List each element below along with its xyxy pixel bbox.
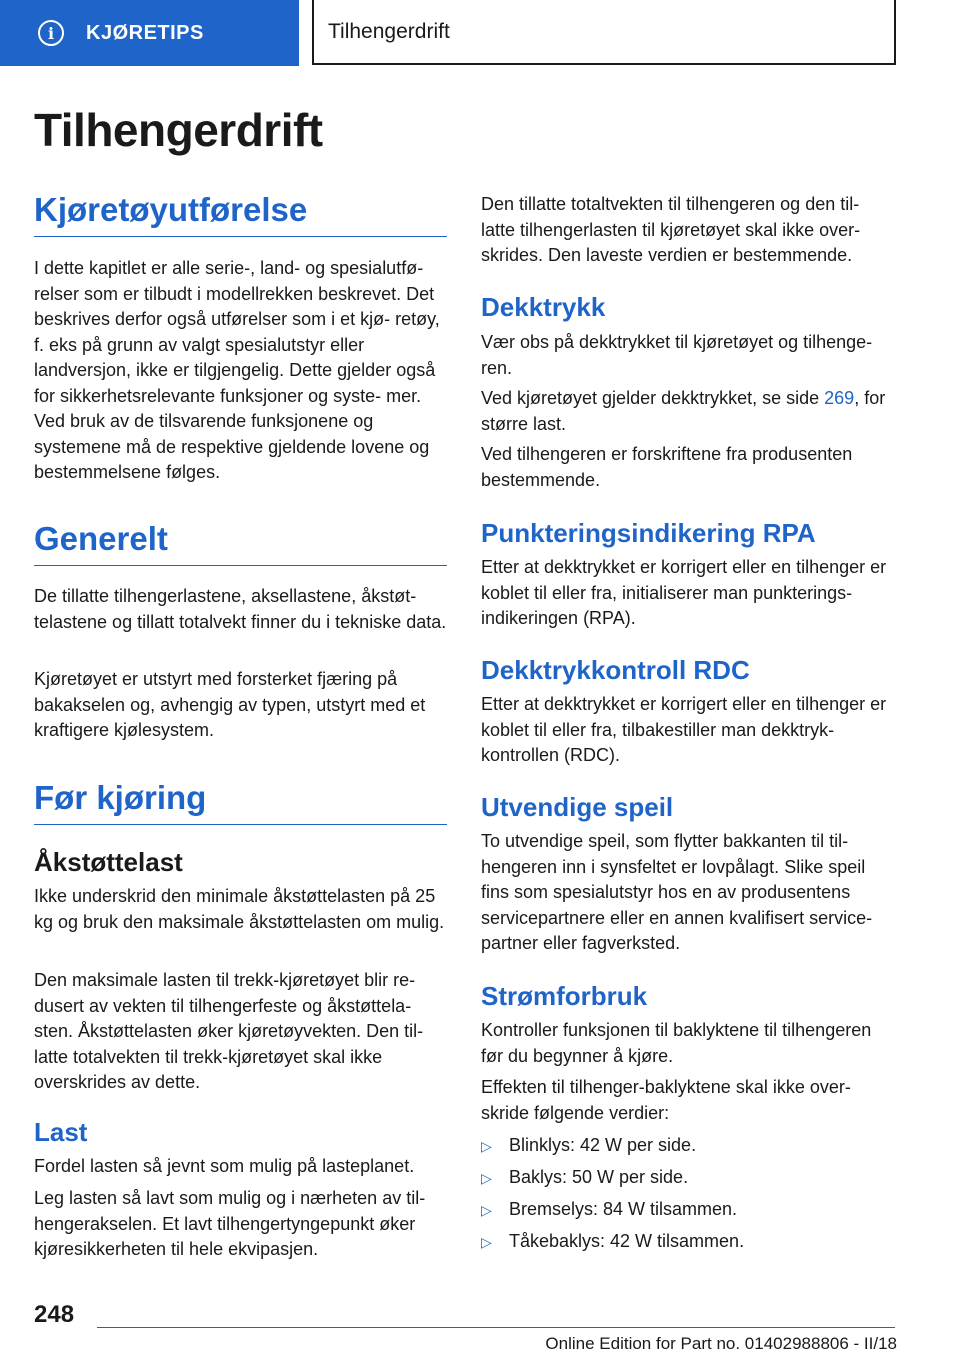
info-icon: i bbox=[38, 20, 64, 46]
list-item bbox=[481, 1165, 688, 1191]
bullet-triangle-icon: ▷ bbox=[481, 1234, 492, 1250]
dekktrykk-text-after: , for større last. bbox=[481, 388, 886, 434]
dekktrykk-text-before: Ved kjøretøyet gjelder dekktrykket, se side bbox=[481, 388, 825, 408]
heading-generelt: Generelt bbox=[34, 521, 447, 566]
paragraph-intro: Den tillatte totaltvekten til tilhengeren og den til‐ latte tilhengerlasten til kjøretøyet skal ikke over‐ skrides. Den laveste verdien er bestemmende. bbox=[481, 194, 861, 265]
section-tab[interactable] bbox=[0, 0, 299, 66]
paragraph-dekktrykk-3: Ved tilhengeren er forskriftene fra produsenten bestemmende. bbox=[481, 444, 853, 490]
paragraph-generelt-1: De tillatte tilhengerlastene, aksellastene, åkstøt‐ telastene og tillatt totalvekt finner du i tekniske data. bbox=[34, 586, 447, 632]
heading-dekktrykk: Dekktrykk bbox=[481, 292, 606, 322]
page-title: Tilhengerdrift bbox=[34, 104, 323, 156]
heading-akstottelast: Åkstøttelast bbox=[34, 847, 183, 877]
bullet-triangle-icon: ▷ bbox=[481, 1170, 492, 1186]
paragraph-strom-2: Effekten til tilhenger-baklyktene skal ikke over‐ skride følgende verdier: bbox=[481, 1077, 851, 1123]
paragraph-akstottelast-1: Ikke underskrid den minimale åkstøttelasten på 25 kg og bruk den maksimale åkstøttelasten om mulig. bbox=[34, 886, 445, 932]
paragraph-kjoretoy: I dette kapitlet er alle serie-, land- og spesialutfø‐ relser som er tilbudt i modellrekken beskrevet. Det beskrives derfor også utførelser som i et kjø‐ retøy, f. eks på grunn av valgt spesialutstyr eller landversjon, ikke er tilgjengelig. Dette gjelder også for sikkerhetsrelevante funksjoner og syste‐ mer. Ved bruk av de tilsvarende funksjonene og systemene må de respektive gjeldende lovene og bestemmelsene følges. bbox=[34, 258, 440, 482]
heading-stromforbruk: Strømforbruk bbox=[481, 981, 648, 1011]
footer-divider bbox=[97, 1327, 895, 1328]
paragraph-last-2: Leg lasten så lavt som mulig og i nærheten av til‐ hengerakselen. Et lavt tilhengertyngepunkt øker kjøresikkerheten til hele ekvipasjen. bbox=[34, 1188, 426, 1259]
paragraph-last-1: Fordel lasten så jevnt som mulig på lasteplanet. bbox=[34, 1156, 415, 1176]
paragraph-akstottelast-2: Den maksimale lasten til trekk-kjøretøyet blir re‐ dusert av vekten til tilhengerfeste og åkstøttela‐ sten. Åkstøttelasten øker kjøretøyvekten. Den til‐ latte totalvekten til trekk-kjøretøyet skal ikke overskrides av dette. bbox=[34, 970, 424, 1092]
heading-kjoretoyutforelse: Kjøretøyutførelse bbox=[34, 192, 447, 237]
page-link-269[interactable]: 269 bbox=[824, 388, 855, 408]
chapter-tab-label: Tilhengerdrift bbox=[328, 19, 450, 43]
paragraph-strom-1: Kontroller funksjonen til baklyktene til tilhengeren før du begynner å kjøre. bbox=[481, 1020, 872, 1066]
heading-for-kjoring: Før kjøring bbox=[34, 780, 447, 825]
heading-rdc: Dekktrykkontroll RDC bbox=[481, 655, 750, 685]
footer-edition: Online Edition for Part no. 01402988806 - II/18 bbox=[545, 1334, 897, 1353]
list-item bbox=[481, 1229, 744, 1255]
paragraph-rpa: Etter at dekktrykket er korrigert eller en tilhenger er koblet til eller fra, initialiserer man punkterings‐ indikeringen (RPA). bbox=[481, 557, 887, 628]
heading-last: Last bbox=[34, 1117, 88, 1147]
heading-utvendige-speil: Utvendige speil bbox=[481, 792, 674, 822]
heading-rpa: Punkteringsindikering RPA bbox=[481, 518, 816, 548]
page-number: 248 bbox=[34, 1301, 75, 1328]
list-item-text: Bremselys: 84 W tilsammen. bbox=[509, 1199, 738, 1219]
list-item bbox=[481, 1197, 737, 1223]
list-item bbox=[481, 1133, 696, 1159]
bullet-triangle-icon: ▷ bbox=[481, 1202, 492, 1218]
paragraph-dekktrykk-2 bbox=[481, 386, 897, 437]
paragraph-generelt-2: Kjøretøyet er utstyrt med forsterket fjæring på bakakselen og, avhengig av typen, utstyrt med et kraftigere kjølesystem. bbox=[34, 669, 426, 740]
paragraph-speil: To utvendige speil, som flytter bakkanten til til‐ hengeren inn i synsfeltet er lovpålagt. Slike speil fins som spesialutstyr hos en av produsentens servicepartnere eller en annen kvalifisert service‐ partner eller fagverksted. bbox=[481, 831, 873, 953]
list-item-text: Tåkebaklys: 42 W tilsammen. bbox=[509, 1231, 745, 1251]
bullet-triangle-icon: ▷ bbox=[481, 1138, 492, 1154]
list-item-text: Baklys: 50 W per side. bbox=[509, 1167, 689, 1187]
paragraph-dekktrykk-1: Vær obs på dekktrykket til kjøretøyet og tilhenge‐ ren. bbox=[481, 332, 873, 378]
chapter-tab[interactable] bbox=[312, 0, 896, 65]
paragraph-rdc: Etter at dekktrykket er korrigert eller en tilhenger er koblet til eller fra, tilbakestiller man dekktryk‐ kontrollen (RDC). bbox=[481, 694, 887, 765]
list-item-text: Blinklys: 42 W per side. bbox=[509, 1135, 697, 1155]
section-tab-label: KJØRETIPS bbox=[86, 21, 204, 44]
